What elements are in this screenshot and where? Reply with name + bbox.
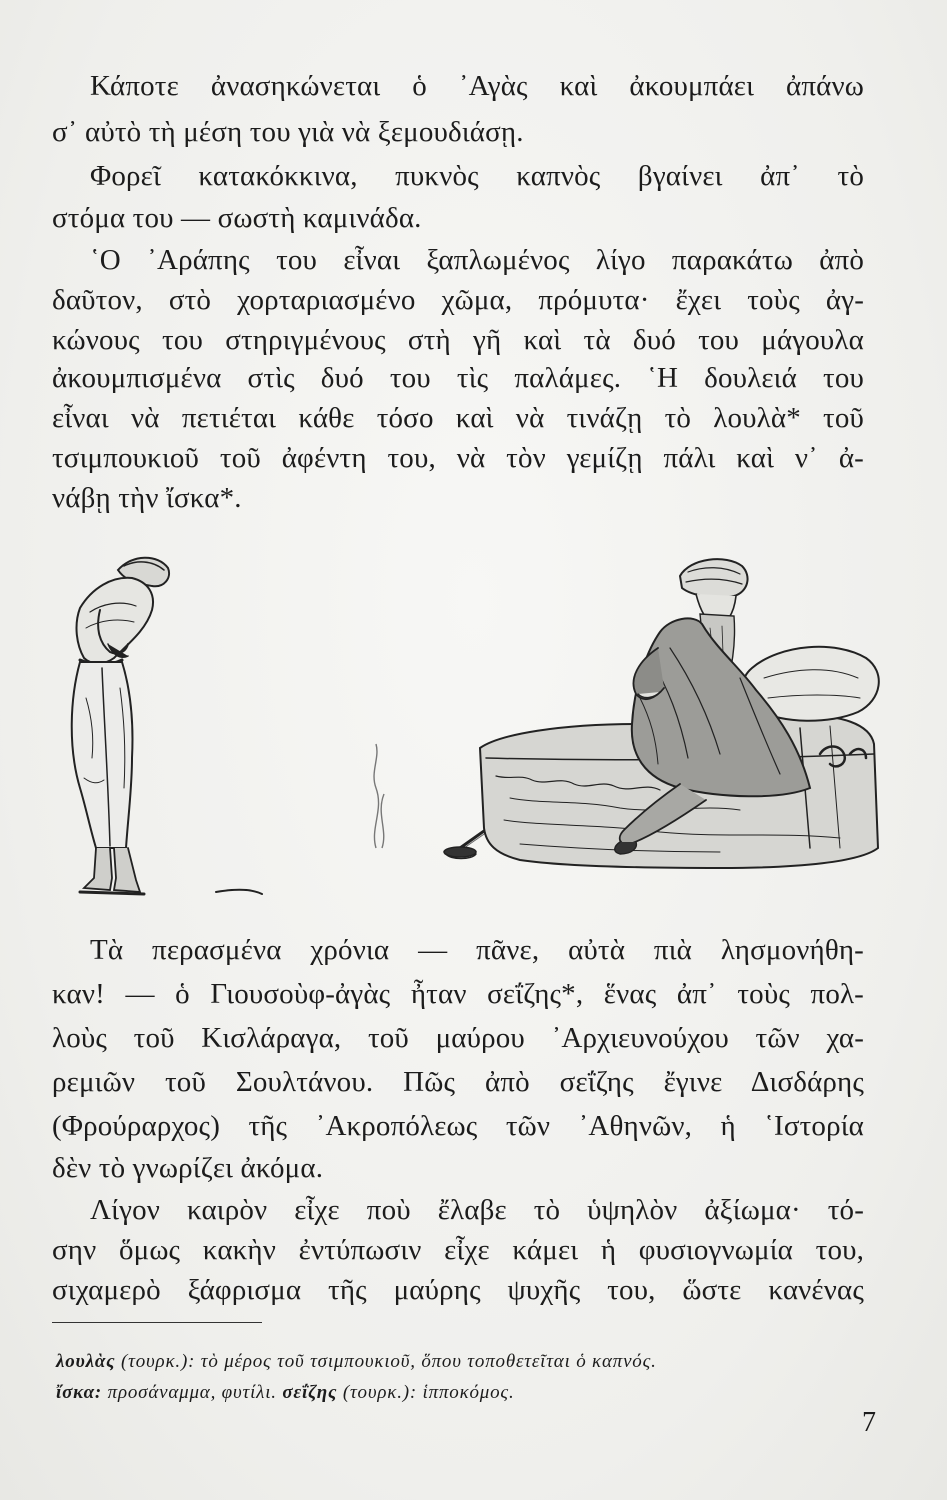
text-line: (Φρούραρχος) τῆς ᾿Ακροπόλεως τῶν ᾿Αθηνῶν, ἡ ῾Ιστορία [52,1110,864,1142]
text-line: ῾Ο ᾿Αράπης του εἶναι ξαπλωμένος λίγο παρακάτω ἀπὸ [90,244,864,276]
footnote-1 [56,1350,896,1374]
text-line: δὲν τὸ γνωρίζει ἀκόμα. [52,1152,324,1184]
text-line: κώνους του στηριγμένους στὴ γῆ καὶ τὰ δυό του μάγουλα [52,324,864,356]
text-line: σιχαμερὸ ξάφρισμα τῆς μαύρης ψυχῆς του, ὥστε κανένας [52,1274,864,1306]
text-line: στόμα του — σωστὴ καμινάδα. [52,202,422,234]
text-line: εἶναι νὰ πετιέται κάθε τόσο καὶ νὰ τινάζῃ τὸ λουλὰ* τοῦ [52,402,864,434]
text-line: σην ὅμως κακὴν ἐντύπωσιν εἶχε κάμει ἡ φυσιογνωμία του, [52,1234,864,1266]
text-line: Τὰ περασμένα χρόνια — πᾶνε, αὐτὰ πιὰ λησμονήθη- [90,934,864,966]
footnote-2 [56,1381,896,1405]
text-line: Φορεῖ κατακόκκινα, πυκνὸς καπνὸς βγαίνει ἀπ᾿ τὸ [90,160,864,192]
text-line: νάβῃ τὴν ἴσκα*. [52,482,242,514]
page-number: 7 [862,1407,876,1438]
servant-figure [72,558,262,894]
text-line: τσιμπουκιοῦ τοῦ ἀφέντη του, νὰ τὸν γεμίζῃ πάλι καὶ ν᾿ ἀ- [52,442,864,474]
smoke-wisp [374,744,384,848]
footnote-divider [52,1322,262,1323]
text-line: Λίγον καιρὸν εἶχε ποὺ ἔλαβε τὸ ὑψηλὸν ἀξίωμα· τό- [90,1194,864,1226]
footnote-text: (τουρκ.): ἱπποκόμος. [337,1382,515,1403]
text-line: καν! — ὁ Γιουσοὺφ-ἀγὰς ἦταν σεΐζης*, ἕνας ἀπ᾿ τοὺς πολ- [52,978,864,1010]
text-line: σ᾿ αὐτὸ τὴ μέση του γιὰ νὰ ξεμουδιάσῃ. [52,116,524,148]
text-line: ρεμιῶν τοῦ Σουλτάνου. Πῶς ἀπὸ σεΐζης ἔγινε Δισδάρης [52,1066,864,1098]
footnote-term: ἴσκα: [56,1382,103,1403]
footnote-term: σεΐζης [282,1382,338,1403]
footnote-text: (τουρκ.): τὸ μέρος τοῦ τσιμπουκιοῦ, ὅπου τοποθετεῖται ὁ καπνός. [115,1351,657,1372]
text-line: ἀκουμπισμένα στὶς δυό του τὶς παλάμες. ῾Η δουλειά του [52,362,864,394]
text-line: λοὺς τοῦ Κισλάραγα, τοῦ μαύρου ᾿Αρχιευνούχου τῶν χα- [52,1022,864,1054]
footnote-text: προσάναμμα, φυτίλι. [102,1382,283,1403]
text-line: Κάποτε ἀνασηκώνεται ὁ ᾿Αγὰς καὶ ἀκουμπάει ἀπάνω [90,70,864,102]
text-line: δαῦτον, στὸ χορταριασμένο χῶμα, πρόμυτα· ἔχει τοὺς ἀγ- [52,284,864,316]
engraving-illustration [40,548,890,918]
footnote-term: λουλὰς [56,1351,116,1372]
